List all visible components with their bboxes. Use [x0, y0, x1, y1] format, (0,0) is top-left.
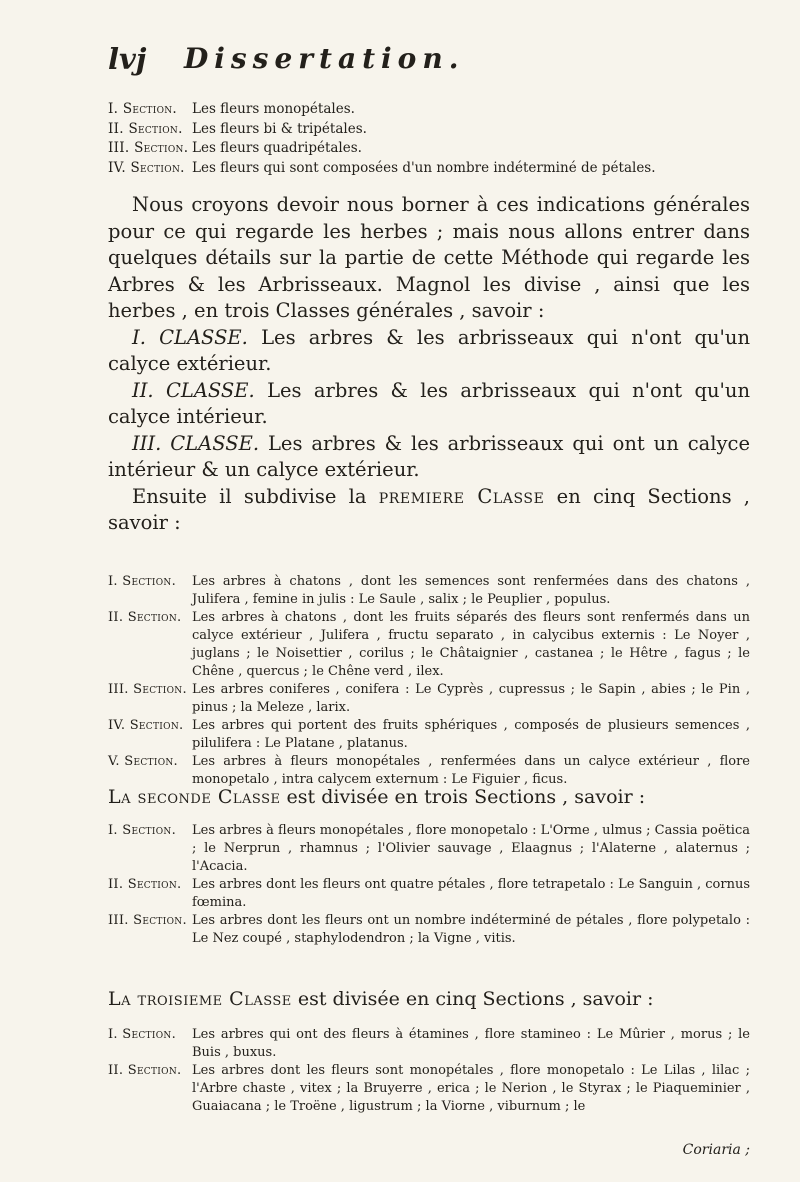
catchword: Coriaria ;	[682, 1142, 750, 1158]
classe-1-sections	[108, 573, 750, 789]
classe-1-def: I. CLASSE. Les arbres & les arbrisseaux qui n'ont qu'un calyce extérieur.	[108, 325, 751, 375]
list-item: III. Section. Les arbres coniferes , conifera : Le Cyprès , cupressus ; le Sapin , abies ; le Pin , pinus ; la Meleze , larix.	[108, 682, 750, 715]
classe-2-sections	[108, 822, 750, 948]
list-item: II. Section. Les arbres dont les fleurs sont monopétales , flore monopetalo : Le Lilas , lilac ; l'Arbre chaste , vitex ; la Bruyerre , erica ; le Nerion , le Styrax ; le Piaqueminier , Guaiacana ; le Troëne , ligustrum ; la Viorne , viburnum ; le	[108, 1063, 750, 1114]
list-item: III. Section. Les fleurs quadripétales.	[108, 140, 362, 156]
classe-2-heading: La seconde Classe est divisée en trois Sections , savoir :	[108, 786, 646, 808]
list-item: V. Section. Les arbres à fleurs monopétales , renfermées dans un calyce extérieur , flore monopetalo , intra calycem externum : Le Figuier , ficus.	[108, 754, 750, 787]
running-title: Dissertation.	[184, 42, 465, 75]
list-item: II. Section. Les fleurs bi & tripétales.	[108, 120, 367, 137]
list-item: I. Section. Les fleurs monopétales.	[108, 101, 355, 117]
list-item: II. Section. Les arbres dont les fleurs ont quatre pétales , flore tetrapetalo : Le Sanguin , cornus fœmina.	[108, 877, 750, 910]
intro-paragraph: Nous croyons devoir nous borner à ces indications générales pour ce qui regarde les herbes ; mais nous allons entrer dans quelques détails sur la partie de cette Méthode qui regarde les Arbres & les Arbrisseaux. Magnol les divise , ainsi que les herbes , en trois Classes générales , savoir :	[108, 193, 750, 322]
list-item: I. Section. Les arbres à chatons , dont les semences sont renfermées dans des chatons , Julifera , femine in julis : Le Saule , salix ; le Peuplier , populus.	[108, 574, 750, 607]
list-item: I. Section. Les arbres qui ont des fleurs à étamines , flore stamineo : Le Mûrier , morus ; le Buis , buxus.	[108, 1027, 750, 1060]
page-header	[108, 38, 748, 88]
list-item: III. Section. Les arbres dont les fleurs ont un nombre indéterminé de pétales , flore polypetalo : Le Nez coupé , staphylodendron ; la Vigne , vitis.	[108, 913, 750, 946]
classe-3-sections	[108, 1026, 750, 1116]
list-item: I. Section. Les arbres à fleurs monopétales , flore monopetalo : L'Orme , ulmus ; Cassia poëtica ; le Nerprun , rhamnus ; l'Olivier sauvage , Elaagnus ; l'Alaterne , alaternus ; l'Acacia.	[108, 823, 750, 874]
main-text	[108, 192, 750, 537]
classe-2-def: II. CLASSE. Les arbres & les arbrisseaux qui n'ont qu'un calyce intérieur.	[108, 378, 750, 428]
classe-3-heading: La troisieme Classe est divisée en cinq Sections , savoir :	[108, 988, 654, 1010]
list-item: II. Section. Les arbres à chatons , dont les fruits séparés des fleurs sont renfermés dans un calyce extérieur , Julifera , fructu separato , in calycibus externis : Le Noyer , juglans ; le Noisettier , corilus ; le Châtaignier , castanea ; le Hêtre , fagus ; le Chêne , quercus ; le Chêne verd , ilex.	[108, 610, 750, 679]
list-item: IV. Section. Les fleurs qui sont composées d'un nombre indéterminé de pétales.	[108, 159, 656, 176]
herb-sections-list	[108, 100, 750, 178]
list-item: IV. Section. Les arbres qui portent des fruits sphériques , composés de plusieurs semences , pilulifera : Le Platane , platanus.	[108, 718, 750, 751]
classe-3-def: III. CLASSE. Les arbres & les arbrisseaux qui ont un calyce intérieur & un calyce extérieur.	[108, 431, 750, 481]
subdivision-paragraph: Ensuite il subdivise la premiere Classe en cinq Sections , savoir :	[108, 484, 750, 534]
page-number: lvj	[108, 42, 147, 76]
